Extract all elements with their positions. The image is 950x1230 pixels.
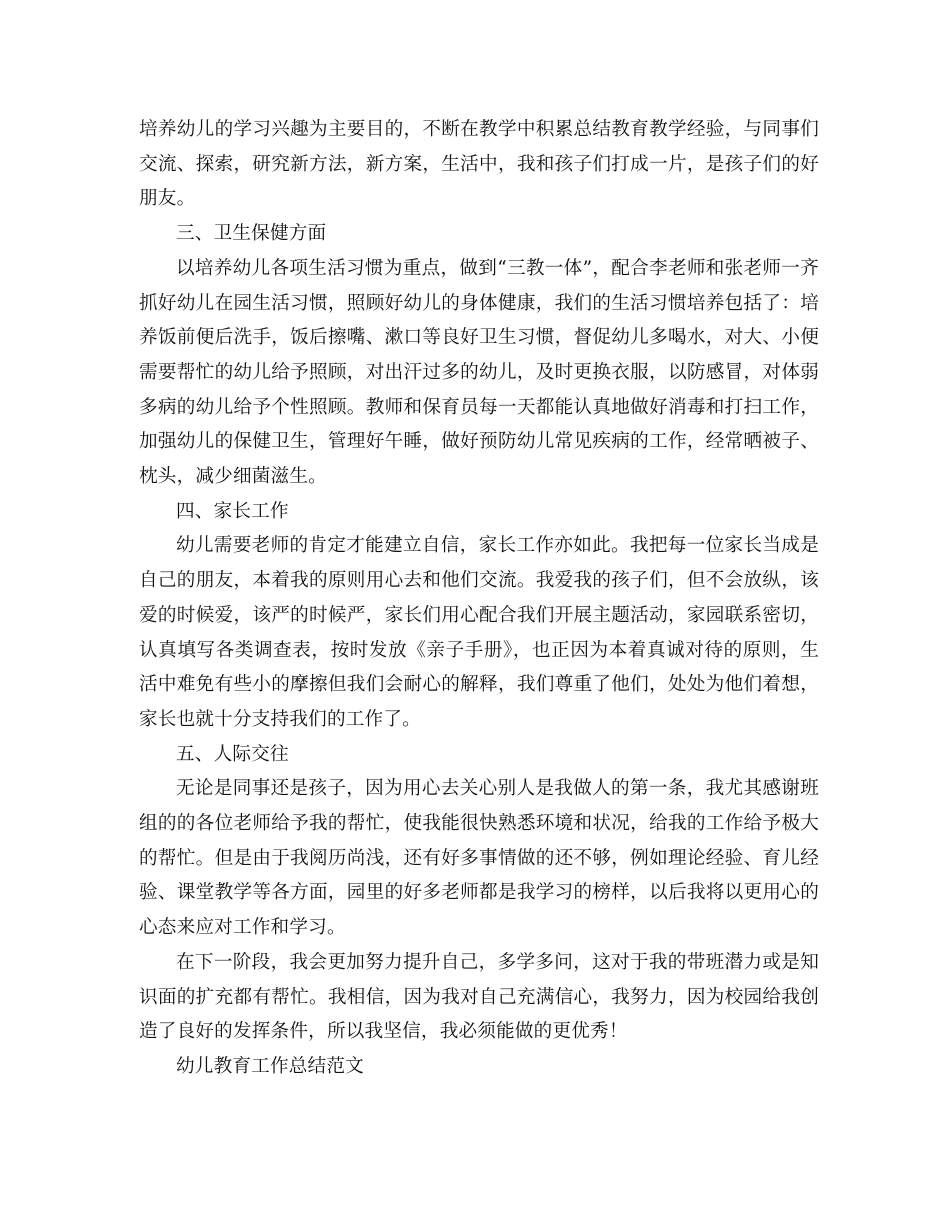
section-heading-relations: 五、人际交往 [176, 743, 289, 765]
paragraph-parents: 幼儿需要老师的肯定才能建立自信，家长工作亦如此。我把每一位家长当成是自己的朋友，本着我的原则用心去和他们交流。我爱我的孩子们，但不会放纵，该爱的时候爱，该严的时候严，家长们用心配合我们开展主题活动，家园联系密切，认真填写各类调查表，按时发放《亲子手册》，也正因为本着真诚对待的原则，生活中难免有些小的摩擦但我们会耐心的解释，我们尊重了他们，处处为他们着想，家长也就十分支持我们的工作了。 [139, 535, 819, 730]
paragraph-next-stage: 在下一阶段，我会更加努力提升自己，多学多问，这对于我的带班潜力或是知识面的扩充都有帮忙。我相信，因为我对自己充满信心，我努力，因为校园给我创造了良好的发挥条件，所以我坚信，我必须能做的更优秀！ [139, 951, 819, 1043]
section-heading-sample: 幼儿教育工作总结范文 [176, 1055, 364, 1077]
section-heading-hygiene: 三、卫生保健方面 [176, 223, 327, 245]
section-heading-parents: 四、家长工作 [176, 500, 289, 522]
paragraph-relations: 无论是同事还是孩子，因为用心去关心别人是我做人的第一条，我尤其感谢班组的的各位老师给予我的帮忙，使我能很快熟悉环境和状况，给我的工作给予极大的帮忙。但是由于我阅历尚浅，还有好多事情做的还不够，例如理论经验、育儿经验、课堂教学等各方面，园里的好多老师都是我学习的榜样，以后我将以更用心的心态来应对工作和学习。 [139, 778, 819, 939]
document-body [139, 113, 819, 1085]
paragraph-hygiene: 以培养幼儿各项生活习惯为重点，做到“三教一体”，配合李老师和张老师一齐抓好幼儿在园生活习惯，照顾好幼儿的身体健康，我们的生活习惯培养包括了：培养饭前便后洗手，饭后擦嘴、漱口等良好卫生习惯，督促幼儿多喝水，对大、小便需要帮忙的幼儿给予照顾，对出汗过多的幼儿，及时更换衣服，以防感冒，对体弱多病的幼儿给予个性照顾。教师和保育员每一天都能认真地做好消毒和打扫工作，加强幼儿的保健卫生，管理好午睡，做好预防幼儿常见疾病的工作，经常晒被子、枕头，减少细菌滋生。 [139, 257, 819, 488]
paragraph-intro-continued: 培养幼儿的学习兴趣为主要目的，不断在教学中积累总结教育教学经验，与同事们交流、探索，研究新方法，新方案，生活中，我和孩子们打成一片，是孩子们的好朋友。 [139, 119, 819, 210]
